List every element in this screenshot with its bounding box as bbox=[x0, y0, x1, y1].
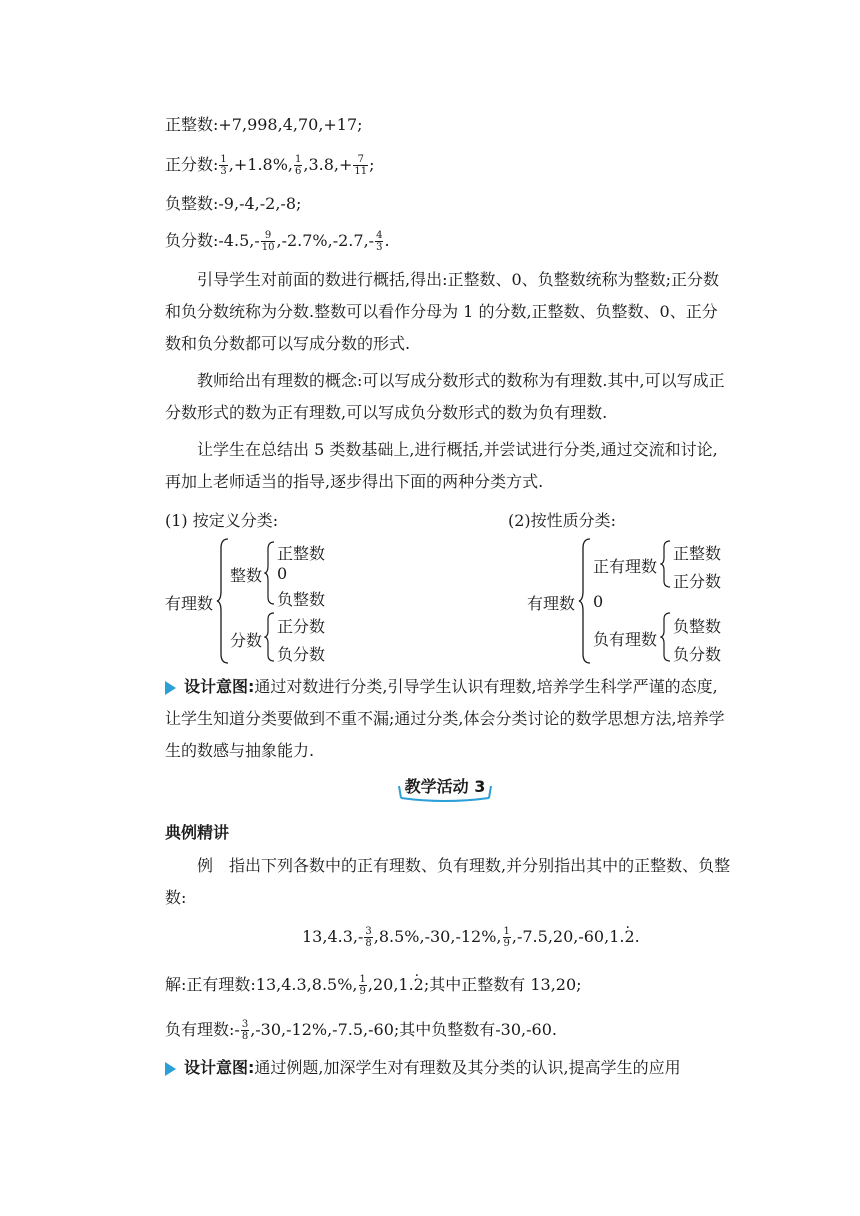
text: 正分数: bbox=[165, 155, 219, 174]
text: 负有理数:- bbox=[165, 1020, 240, 1039]
fraction: $\frac{3}{8}$ bbox=[241, 1019, 249, 1042]
fraction: $\frac{3}{8}$ bbox=[365, 926, 372, 949]
text: ,3.8,+ bbox=[303, 155, 353, 174]
brace-icon bbox=[264, 612, 276, 662]
tree-right-neg-int: 负整数 bbox=[673, 617, 722, 636]
fraction: $\frac{1}{3}$ bbox=[220, 154, 227, 177]
tree-left-root: 有理数 bbox=[165, 594, 214, 613]
solution-positive-line bbox=[165, 972, 582, 997]
positive-integers-line: 正整数:+7,998,4,70,+17; bbox=[165, 115, 363, 134]
example-number-list bbox=[302, 926, 640, 949]
text: ; bbox=[369, 155, 375, 174]
tree-right-neg-frac: 负分数 bbox=[673, 645, 722, 664]
classification-by-definition-title: (1) 按定义分类: bbox=[165, 511, 279, 530]
design-intent-text: 通过对数进行分类,引导学生认识有理数,培养学生科学严谨的态度,让学生知道分类要做到不重不漏;通过分类,体会分类讨论的数学思想方法,培养学生的数感与抽象能力. bbox=[165, 677, 725, 760]
design-intent-2 bbox=[165, 1052, 731, 1084]
repeating-digit: 2 . bbox=[624, 927, 634, 946]
text: ,-7.5,20,-60,1. bbox=[511, 927, 625, 946]
tree-right-pos-rational: 正有理数 bbox=[593, 557, 658, 576]
fraction: $\frac{1}{9}$ bbox=[503, 926, 510, 949]
fraction: $\frac{9}{10}$ bbox=[261, 230, 275, 253]
tree-left-neg-frac: 负分数 bbox=[277, 645, 326, 664]
text: . bbox=[634, 927, 640, 946]
text: 负分数:-4.5,- bbox=[165, 231, 260, 250]
tree-left-zero: 0 bbox=[277, 564, 288, 583]
classification-by-property-title: (2)按性质分类: bbox=[508, 511, 617, 530]
fraction: $\frac{1}{6}$ bbox=[295, 154, 302, 177]
brace-icon bbox=[660, 612, 672, 662]
play-triangle-icon bbox=[165, 1062, 176, 1076]
text: ,20,1. bbox=[367, 975, 414, 994]
design-intent-label: 设计意图: bbox=[184, 1058, 255, 1077]
tree-right-pos-int: 正整数 bbox=[673, 544, 722, 563]
tree-right-pos-frac: 正分数 bbox=[673, 572, 722, 591]
example-prompt: 例 指出下列各数中的正有理数、负有理数,并分别指出其中的正整数、负整数: bbox=[165, 856, 731, 907]
fraction: $\frac{4}{3}$ bbox=[376, 230, 383, 253]
design-intent-1 bbox=[165, 671, 731, 767]
text: ,+1.8%, bbox=[228, 155, 294, 174]
brace-icon bbox=[264, 541, 276, 605]
text: 解:正有理数:13,4.3,8.5%, bbox=[165, 975, 358, 994]
brace-icon bbox=[660, 540, 672, 588]
tree-right-neg-rational: 负有理数 bbox=[593, 630, 658, 649]
paragraph-definition: 教师给出有理数的概念:可以写成分数形式的数称为有理数.其中,可以写成正分数形式的数为正有理数,可以写成负分数形式的数为负有理数. bbox=[165, 371, 725, 422]
text: ,-2.7%,-2.7,- bbox=[276, 231, 375, 250]
text: ,8.5%,-30,-12%, bbox=[373, 927, 502, 946]
tree-left-integer: 整数 bbox=[230, 566, 263, 585]
text: ;其中正整数有 13,20; bbox=[423, 975, 582, 994]
design-intent-text: 通过例题,加深学生对有理数及其分类的认识,提高学生的应用 bbox=[254, 1058, 681, 1077]
negative-integers-line: 负整数:-9,-4,-2,-8; bbox=[165, 194, 302, 213]
solution-negative-line bbox=[165, 1017, 557, 1042]
brace-icon bbox=[578, 538, 592, 664]
paragraph-summary: 引导学生对前面的数进行概括,得出:正整数、0、负整数统称为整数;正分数和负分数统称为分数.整数可以看作分母为 1 的分数,正整数、负整数、0、正分数和负分数都可以写成分数的形式. bbox=[165, 270, 720, 353]
tree-right-root: 有理数 bbox=[527, 594, 576, 613]
design-intent-label: 设计意图: bbox=[184, 677, 255, 696]
fraction: $\frac{7}{11}$ bbox=[354, 154, 368, 177]
text: ,-30,-12%,-7.5,-60;其中负整数有-30,-60. bbox=[250, 1020, 557, 1039]
brace-icon bbox=[216, 538, 230, 664]
activity-title: 教学活动 3 bbox=[404, 777, 486, 796]
fraction: $\frac{1}{9}$ bbox=[359, 974, 366, 997]
paragraph-classify: 让学生在总结出 5 类数基础上,进行概括,并尝试进行分类,通过交流和讨论,再加上老师适当的指导,逐步得出下面的两种分类方式. bbox=[165, 440, 718, 491]
tree-left-fraction: 分数 bbox=[230, 631, 263, 650]
text: 13,4.3,- bbox=[302, 927, 364, 946]
tree-left-pos-frac: 正分数 bbox=[277, 617, 326, 636]
tree-left-pos-int: 正整数 bbox=[277, 544, 326, 563]
positive-fractions-line bbox=[165, 152, 375, 177]
example-heading: 典例精讲 bbox=[165, 823, 230, 842]
play-triangle-icon bbox=[165, 681, 176, 695]
tree-right-zero: 0 bbox=[593, 592, 604, 611]
tree-left-neg-int: 负整数 bbox=[277, 590, 326, 609]
text: . bbox=[384, 231, 390, 250]
repeating-digit: 2 . bbox=[414, 975, 424, 994]
negative-fractions-line bbox=[165, 228, 390, 253]
